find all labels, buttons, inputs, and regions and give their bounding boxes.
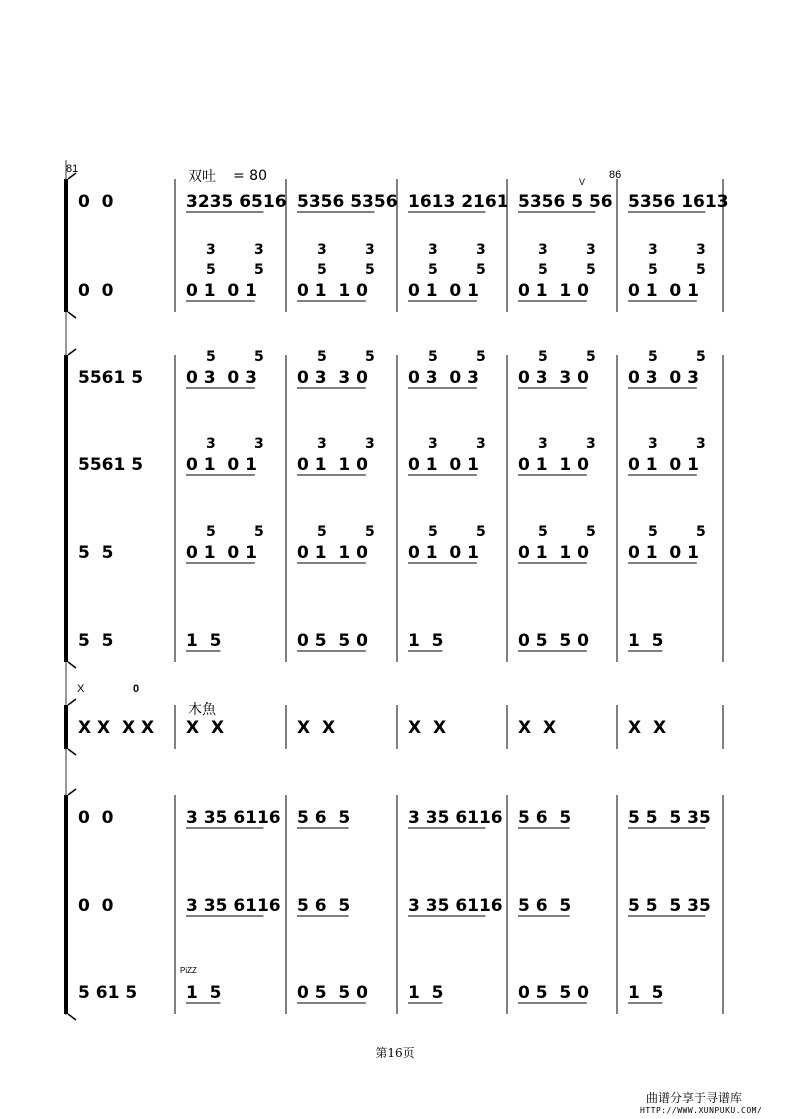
strings-2-chord-2-0-0: 3 [206,436,216,452]
strings-3-measure-2: 0 1 0 1 [186,543,257,563]
strings-2-chord-3-0-0: 3 [317,436,327,452]
accomp-1-measure-3: 0 1 1 0 [297,281,368,301]
tempo-label: 双吐 [188,169,216,185]
breath-mark: V [579,177,586,187]
strings-2-measure-6: 0 1 0 1 [628,455,699,475]
bracket-0 [64,179,68,312]
strings-1-measure-2: 0 3 0 3 [186,368,257,388]
accomp-1-chord-5-0-1: 5 [586,262,596,278]
bracket-cap-top-1 [68,349,76,355]
strings-3-measure-3: 0 1 1 0 [297,543,368,563]
strings-1-chord-2-0-1: 5 [254,349,264,365]
tempo-value: = 80 [233,168,267,184]
percussion-measure-5: X X [518,718,557,738]
bass-2-measure-2: 1 5 [186,983,222,1003]
bass-1-measure-4: 1 5 [408,631,444,651]
accomp-1-chord-5-1-0: 3 [538,242,548,258]
strings-1-chord-6-0-0: 5 [648,349,658,365]
percussion-measure-3: X X [297,718,336,738]
bracket-2 [64,705,68,749]
strings-3-chord-3-0-1: 5 [365,524,375,540]
bowed-2-measure-6: 5 5 5 35 [628,896,711,916]
accomp-1-chord-6-0-1: 5 [696,262,706,278]
strings-2-measure-3: 0 1 1 0 [297,455,368,475]
accomp-1-measure-4: 0 1 0 1 [408,281,479,301]
percussion-measure-2: X X [186,718,225,738]
accomp-1-chord-5-0-0: 5 [538,262,548,278]
bass-1-measure-3: 0 5 5 0 [297,631,368,651]
accomp-1-chord-6-1-1: 3 [696,242,706,258]
instrument-note: 木魚 [188,702,216,718]
flute-melody-measure-6: 5356 1613 [628,192,729,212]
strings-2-measure-1: 5561 5 [78,455,144,475]
barlines [66,160,723,1015]
accomp-1-measure-2: 0 1 0 1 [186,281,257,301]
bowed-1-measure-2: 3 35 6116 [186,808,281,828]
strings-3-measure-5: 0 1 1 0 [518,543,589,563]
bowed-2-measure-1: 0 0 [78,896,114,916]
accomp-1-chord-3-1-1: 3 [365,242,375,258]
watermark-url: HTTP://WWW.XUNPUKU.COM/ [640,1106,763,1115]
strings-2-chord-4-0-1: 3 [476,436,486,452]
strings-1-measure-6: 0 3 0 3 [628,368,699,388]
bowed-1-measure-1: 0 0 [78,808,114,828]
accomp-1-chord-4-0-0: 5 [428,262,438,278]
bass-1-measure-1: 5 5 [78,631,114,651]
bowed-1-measure-3: 5 6 5 [297,808,351,828]
bowed-2-measure-2: 3 35 6116 [186,896,281,916]
strings-3-chord-4-0-1: 5 [476,524,486,540]
strings-1-measure-5: 0 3 3 0 [518,368,589,388]
strings-3-chord-4-0-0: 5 [428,524,438,540]
bowed-1-measure-5: 5 6 5 [518,808,572,828]
watermark-name: 曲谱分享于寻谱库 [646,1091,743,1105]
strings-1-chord-6-0-1: 5 [696,349,706,365]
bracket-cap-bot-3 [68,1014,76,1020]
measure-number-86: 86 [609,169,622,181]
strings-3-chord-3-0-0: 5 [317,524,327,540]
strings-3-chord-6-0-1: 5 [696,524,706,540]
accomp-1-chord-2-1-0: 3 [206,242,216,258]
bass-1-measure-2: 1 5 [186,631,222,651]
bracket-cap-bot-2 [68,749,76,755]
strings-1-measure-4: 0 3 0 3 [408,368,479,388]
bowed-1-measure-6: 5 5 5 35 [628,808,711,828]
percussion-measure-6: X X [628,718,667,738]
bass-1-measure-5: 0 5 5 0 [518,631,589,651]
strings-1-chord-5-0-0: 5 [538,349,548,365]
accomp-1-chord-4-1-1: 3 [476,242,486,258]
perc-mark-x: X [77,683,85,695]
accomp-1-chord-2-0-1: 5 [254,262,264,278]
bracket-3 [64,795,68,1014]
flute-melody-measure-4: 1613 2161 [408,192,509,212]
bracket-cap-top-3 [68,789,76,795]
bracket-cap-bot-1 [68,662,76,668]
strings-3-chord-6-0-0: 5 [648,524,658,540]
strings-1-measure-3: 0 3 3 0 [297,368,368,388]
strings-3-chord-2-0-1: 5 [254,524,264,540]
accomp-1-chord-2-0-0: 5 [206,262,216,278]
pizz-label: PiZZ [180,966,197,975]
strings-2-measure-5: 0 1 1 0 [518,455,589,475]
strings-3-chord-2-0-0: 5 [206,524,216,540]
bass-2-measure-5: 0 5 5 0 [518,983,589,1003]
accomp-1-measure-6: 0 1 0 1 [628,281,699,301]
strings-1-chord-2-0-0: 5 [206,349,216,365]
accomp-1-chord-6-0-0: 5 [648,262,658,278]
strings-3-chord-5-0-1: 5 [586,524,596,540]
accomp-1-measure-5: 0 1 1 0 [518,281,589,301]
accomp-1-chord-4-0-1: 5 [476,262,486,278]
accomp-1-chord-5-1-1: 3 [586,242,596,258]
flute-melody-measure-5: 5356 5 56 [518,192,613,212]
accomp-1-chord-3-0-0: 5 [317,262,327,278]
strings-2-measure-4: 0 1 0 1 [408,455,479,475]
system-brackets [64,173,76,1020]
bass-2-measure-6: 1 5 [628,983,664,1003]
bracket-cap-top-2 [68,699,76,705]
strings-3-measure-4: 0 1 0 1 [408,543,479,563]
page-footer: 第16页 [375,1046,415,1060]
strings-2-chord-4-0-0: 3 [428,436,438,452]
accomp-1-chord-4-1-0: 3 [428,242,438,258]
flute-melody-measure-3: 5356 5356 [297,192,398,212]
bass-2-measure-4: 1 5 [408,983,444,1003]
strings-2-measure-2: 0 1 0 1 [186,455,257,475]
percussion-measure-4: X X [408,718,447,738]
accomp-1-chord-3-1-0: 3 [317,242,327,258]
bowed-2-measure-3: 5 6 5 [297,896,351,916]
bowed-2-measure-5: 5 6 5 [518,896,572,916]
accomp-1-measure-1: 0 0 [78,281,114,301]
measure-number-81: 81 [66,163,79,175]
bracket-cap-bot-0 [68,312,76,318]
perc-mark-0: 0 [133,683,140,695]
bass-2-measure-1: 5 61 5 [78,983,138,1003]
bass-2-measure-3: 0 5 5 0 [297,983,368,1003]
strings-1-chord-5-0-1: 5 [586,349,596,365]
strings-2-chord-6-0-0: 3 [648,436,658,452]
strings-1-chord-3-0-0: 5 [317,349,327,365]
flute-melody-measure-1: 0 0 [78,192,114,212]
strings-1-chord-4-0-0: 5 [428,349,438,365]
strings-1-chord-4-0-1: 5 [476,349,486,365]
strings-1-chord-3-0-1: 5 [365,349,375,365]
strings-2-chord-2-0-1: 3 [254,436,264,452]
strings-2-chord-3-0-1: 3 [365,436,375,452]
strings-2-chord-5-0-0: 3 [538,436,548,452]
strings-3-chord-5-0-0: 5 [538,524,548,540]
notes-layer [78,192,729,1003]
strings-1-measure-1: 5561 5 [78,368,144,388]
strings-2-chord-5-0-1: 3 [586,436,596,452]
accomp-1-chord-3-0-1: 5 [365,262,375,278]
bowed-2-measure-4: 3 35 6116 [408,896,503,916]
bass-1-measure-6: 1 5 [628,631,664,651]
percussion-measure-1: X X X X [78,718,155,738]
bowed-1-measure-4: 3 35 6116 [408,808,503,828]
strings-2-chord-6-0-1: 3 [696,436,706,452]
accomp-1-chord-6-1-0: 3 [648,242,658,258]
strings-3-measure-6: 0 1 0 1 [628,543,699,563]
strings-3-measure-1: 5 5 [78,543,114,563]
bracket-1 [64,355,68,662]
accomp-1-chord-2-1-1: 3 [254,242,264,258]
flute-melody-measure-2: 3235 6516 [186,192,287,212]
